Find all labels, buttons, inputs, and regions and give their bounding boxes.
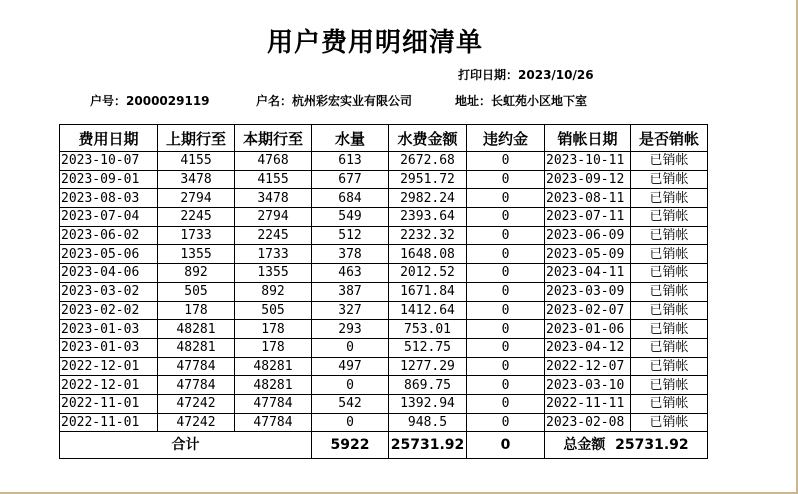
cell-water-volume: 387: [312, 282, 389, 301]
table-row: [60, 376, 708, 395]
cell-current-reading: 1733: [235, 245, 312, 264]
cell-current-reading: 178: [235, 320, 312, 339]
table-row: [60, 189, 708, 208]
header-previous-reading: 上期行至: [158, 125, 235, 152]
cell-current-reading: 1355: [235, 264, 312, 283]
table-row: [60, 301, 708, 320]
cell-penalty: 0: [467, 189, 545, 208]
cell-fee-date: 2022-11-01: [60, 413, 158, 432]
cell-settle-date: 2023-10-11: [545, 152, 631, 171]
cell-water-volume: 327: [312, 301, 389, 320]
cell-penalty: 0: [467, 170, 545, 189]
cell-penalty: 0: [467, 394, 545, 413]
fee-detail-table: [59, 124, 708, 459]
cell-fee-date: 2023-01-03: [60, 320, 158, 339]
table-row: [60, 320, 708, 339]
table-row: [60, 264, 708, 283]
print-date: [458, 66, 594, 83]
cell-settled-status: 已销帐: [631, 338, 708, 357]
cell-settled-status: 已销帐: [631, 413, 708, 432]
cell-previous-reading: 2245: [158, 208, 235, 227]
cell-water-fee: 2982.24: [389, 189, 467, 208]
cell-settled-status: 已销帐: [631, 264, 708, 283]
cell-settle-date: 2023-04-11: [545, 264, 631, 283]
account-number-label: 户号：: [90, 94, 127, 108]
cell-fee-date: 2022-12-01: [60, 376, 158, 395]
cell-settled-status: 已销帐: [631, 152, 708, 171]
account-name: [256, 92, 412, 109]
cell-water-volume: 0: [312, 376, 389, 395]
cell-fee-date: 2023-10-07: [60, 152, 158, 171]
cell-water-fee: 1412.64: [389, 301, 467, 320]
table-header-row: [60, 125, 708, 152]
cell-water-volume: 463: [312, 264, 389, 283]
cell-current-reading: 892: [235, 282, 312, 301]
cell-fee-date: 2023-09-01: [60, 170, 158, 189]
cell-current-reading: 505: [235, 301, 312, 320]
cell-water-fee: 2232.32: [389, 226, 467, 245]
cell-previous-reading: 892: [158, 264, 235, 283]
cell-fee-date: 2023-02-02: [60, 301, 158, 320]
cell-fee-date: 2023-03-02: [60, 282, 158, 301]
cell-settle-date: 2023-03-10: [545, 376, 631, 395]
cell-water-fee: 1648.08: [389, 245, 467, 264]
cell-water-volume: 497: [312, 357, 389, 376]
header-settled: 是否销帐: [631, 125, 708, 152]
table-row: [60, 413, 708, 432]
grand-total-label: 总金额: [563, 436, 606, 453]
cell-settled-status: 已销帐: [631, 170, 708, 189]
cell-settle-date: 2022-12-07: [545, 357, 631, 376]
cell-fee-date: 2023-05-06: [60, 245, 158, 264]
table-row: [60, 245, 708, 264]
cell-penalty: 0: [467, 413, 545, 432]
cell-current-reading: 4768: [235, 152, 312, 171]
cell-water-fee: 1671.84: [389, 282, 467, 301]
header-water-volume: 水量: [312, 125, 389, 152]
total-penalty: 0: [467, 432, 545, 459]
cell-water-fee: 869.75: [389, 376, 467, 395]
cell-fee-date: 2022-11-01: [60, 394, 158, 413]
cell-penalty: 0: [467, 357, 545, 376]
cell-settle-date: 2023-01-06: [545, 320, 631, 339]
cell-water-volume: 542: [312, 394, 389, 413]
cell-water-volume: 549: [312, 208, 389, 227]
cell-water-fee: 2012.52: [389, 264, 467, 283]
cell-previous-reading: 47784: [158, 357, 235, 376]
cell-water-volume: 0: [312, 413, 389, 432]
cell-current-reading: 178: [235, 338, 312, 357]
cell-water-fee: 753.01: [389, 320, 467, 339]
cell-water-volume: 684: [312, 189, 389, 208]
cell-water-fee: 2393.64: [389, 208, 467, 227]
cell-settled-status: 已销帐: [631, 245, 708, 264]
cell-previous-reading: 48281: [158, 338, 235, 357]
cell-previous-reading: 505: [158, 282, 235, 301]
cell-previous-reading: 47242: [158, 394, 235, 413]
table-row: [60, 394, 708, 413]
cell-water-fee: 1277.29: [389, 357, 467, 376]
cell-penalty: 0: [467, 338, 545, 357]
cell-previous-reading: 48281: [158, 320, 235, 339]
document-title: 用户费用明细清单: [266, 28, 483, 58]
cell-previous-reading: 1733: [158, 226, 235, 245]
cell-fee-date: 2023-04-06: [60, 264, 158, 283]
cell-settled-status: 已销帐: [631, 226, 708, 245]
cell-penalty: 0: [467, 282, 545, 301]
cell-previous-reading: 1355: [158, 245, 235, 264]
account-name-value: 杭州彩宏实业有限公司: [292, 94, 413, 108]
table-row: [60, 357, 708, 376]
cell-settled-status: 已销帐: [631, 282, 708, 301]
cell-settle-date: 2023-08-11: [545, 189, 631, 208]
address-value: 长虹苑小区地下室: [491, 94, 588, 108]
cell-previous-reading: 178: [158, 301, 235, 320]
cell-penalty: 0: [467, 320, 545, 339]
cell-penalty: 0: [467, 208, 545, 227]
cell-water-fee: 2951.72: [389, 170, 467, 189]
cell-water-volume: 512: [312, 226, 389, 245]
grand-total: [545, 432, 708, 459]
cell-settled-status: 已销帐: [631, 189, 708, 208]
cell-fee-date: 2023-01-03: [60, 338, 158, 357]
cell-settle-date: 2022-11-11: [545, 394, 631, 413]
cell-water-fee: 2672.68: [389, 152, 467, 171]
cell-settle-date: 2023-06-09: [545, 226, 631, 245]
cell-penalty: 0: [467, 264, 545, 283]
cell-settle-date: 2023-03-09: [545, 282, 631, 301]
cell-previous-reading: 2794: [158, 189, 235, 208]
header-current-reading: 本期行至: [235, 125, 312, 152]
cell-settled-status: 已销帐: [631, 357, 708, 376]
cell-current-reading: 48281: [235, 376, 312, 395]
address: [455, 92, 587, 109]
total-label: 合计: [60, 432, 312, 459]
total-row: [60, 432, 708, 459]
cell-current-reading: 47784: [235, 394, 312, 413]
cell-penalty: 0: [467, 376, 545, 395]
cell-settle-date: 2023-04-12: [545, 338, 631, 357]
print-date-label: 打印日期：: [458, 68, 519, 82]
header-penalty: 违约金: [467, 125, 545, 152]
cell-previous-reading: 4155: [158, 152, 235, 171]
table-row: [60, 282, 708, 301]
cell-fee-date: 2023-08-03: [60, 189, 158, 208]
cell-fee-date: 2023-07-04: [60, 208, 158, 227]
cell-settled-status: 已销帐: [631, 394, 708, 413]
cell-current-reading: 2794: [235, 208, 312, 227]
total-amount: 25731.92: [389, 432, 467, 459]
cell-current-reading: 4155: [235, 170, 312, 189]
address-label: 地址：: [455, 94, 492, 108]
cell-water-volume: 613: [312, 152, 389, 171]
cell-water-volume: 378: [312, 245, 389, 264]
print-date-value: 2023/10/26: [518, 68, 594, 82]
total-water-volume: 5922: [312, 432, 389, 459]
cell-current-reading: 47784: [235, 413, 312, 432]
cell-water-volume: 677: [312, 170, 389, 189]
cell-water-volume: 293: [312, 320, 389, 339]
cell-settle-date: 2023-07-11: [545, 208, 631, 227]
cell-settle-date: 2023-09-12: [545, 170, 631, 189]
cell-water-fee: 948.5: [389, 413, 467, 432]
account-number: [90, 92, 210, 109]
cell-settle-date: 2023-02-08: [545, 413, 631, 432]
table-row: [60, 226, 708, 245]
cell-water-fee: 512.75: [389, 338, 467, 357]
cell-settle-date: 2023-02-07: [545, 301, 631, 320]
header-fee-date: 费用日期: [60, 125, 158, 152]
cell-water-fee: 1392.94: [389, 394, 467, 413]
header-water-fee: 水费金额: [389, 125, 467, 152]
cell-penalty: 0: [467, 301, 545, 320]
table-row: [60, 208, 708, 227]
account-name-label: 户名：: [256, 94, 293, 108]
cell-penalty: 0: [467, 152, 545, 171]
grand-total-amount: 25731.92: [615, 436, 689, 453]
cell-water-volume: 0: [312, 338, 389, 357]
cell-fee-date: 2022-12-01: [60, 357, 158, 376]
cell-penalty: 0: [467, 245, 545, 264]
header-settle-date: 销帐日期: [545, 125, 631, 152]
account-number-value: 2000029119: [126, 94, 210, 108]
cell-current-reading: 3478: [235, 189, 312, 208]
cell-current-reading: 2245: [235, 226, 312, 245]
cell-previous-reading: 47784: [158, 376, 235, 395]
cell-previous-reading: 47242: [158, 413, 235, 432]
cell-current-reading: 48281: [235, 357, 312, 376]
table-row: [60, 170, 708, 189]
cell-settled-status: 已销帐: [631, 320, 708, 339]
table-row: [60, 338, 708, 357]
cell-fee-date: 2023-06-02: [60, 226, 158, 245]
cell-settled-status: 已销帐: [631, 376, 708, 395]
cell-settled-status: 已销帐: [631, 301, 708, 320]
cell-settle-date: 2023-05-09: [545, 245, 631, 264]
cell-previous-reading: 3478: [158, 170, 235, 189]
table-row: [60, 152, 708, 171]
cell-penalty: 0: [467, 226, 545, 245]
cell-settled-status: 已销帐: [631, 208, 708, 227]
